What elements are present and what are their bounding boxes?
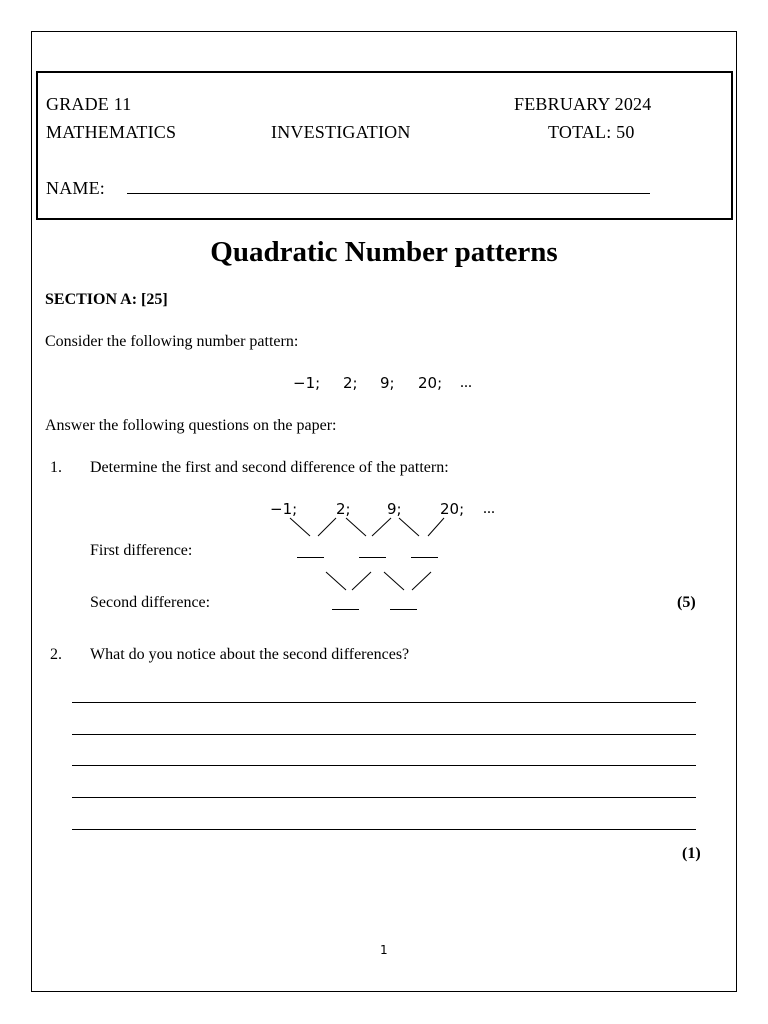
pattern-term: 9; — [380, 374, 395, 392]
first-difference-blank[interactable] — [411, 557, 438, 558]
pattern-ellipsis: ... — [460, 374, 472, 391]
total-label: TOTAL: 50 — [548, 122, 635, 142]
question-text: Determine the first and second difference of the pattern: — [90, 459, 449, 476]
page-title: Quadratic Number patterns — [210, 236, 558, 268]
diagram-term: 2; — [336, 500, 351, 518]
question-number: 2. — [50, 646, 62, 663]
connector-line — [399, 518, 419, 536]
answer-line[interactable] — [72, 765, 696, 766]
section-heading: SECTION A: [25] — [45, 291, 168, 308]
second-difference-blank[interactable] — [390, 609, 417, 610]
answer-line[interactable] — [72, 797, 696, 798]
diagram-term: 9; — [387, 500, 402, 518]
connector-line — [352, 572, 371, 590]
grade-label: GRADE 11 — [46, 94, 132, 114]
diagram-ellipsis: ... — [483, 500, 495, 517]
subject-label: MATHEMATICS — [46, 122, 177, 142]
connector-line — [318, 518, 336, 536]
date-label: FEBRUARY 2024 — [514, 94, 652, 114]
question-1-marks: (5) — [677, 594, 696, 611]
name-label: NAME: — [46, 178, 105, 198]
pattern-term: −1; — [293, 374, 321, 392]
question-number: 1. — [50, 459, 62, 476]
answer-line[interactable] — [72, 829, 696, 830]
pattern-term: 20; — [418, 374, 443, 392]
connector-line — [412, 572, 431, 590]
question-text: What do you notice about the second differences? — [90, 646, 410, 663]
second-difference-label: Second difference: — [90, 594, 211, 611]
pattern-term: 2; — [343, 374, 358, 392]
answer-line[interactable] — [72, 734, 696, 735]
page-number: 1 — [380, 943, 388, 957]
question-2-marks: (1) — [682, 845, 701, 862]
instruction-text: Answer the following questions on the paper: — [45, 417, 337, 434]
first-difference-blank[interactable] — [359, 557, 386, 558]
connector-line — [290, 518, 310, 536]
connector-line — [372, 518, 391, 536]
connector-line — [384, 572, 404, 590]
diagram-term: 20; — [440, 500, 465, 518]
connector-line — [326, 572, 346, 590]
task-label: INVESTIGATION — [271, 122, 411, 142]
intro-text: Consider the following number pattern: — [45, 333, 299, 350]
connector-line — [428, 518, 444, 536]
diagram-term: −1; — [270, 500, 298, 518]
answer-line[interactable] — [72, 702, 696, 703]
first-difference-label: First difference: — [90, 542, 193, 559]
connector-line — [346, 518, 366, 536]
second-difference-blank[interactable] — [332, 609, 359, 610]
first-difference-blank[interactable] — [297, 557, 324, 558]
